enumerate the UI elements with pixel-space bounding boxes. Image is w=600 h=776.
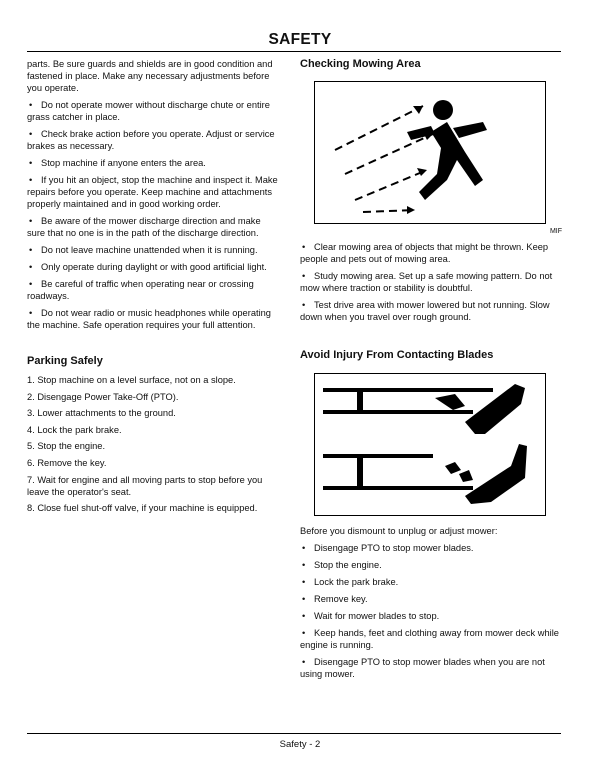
mowing-area-figure — [314, 81, 546, 224]
right-column — [300, 58, 562, 685]
bullet-item: • Test drive area with mower lowered but not running. Slow down when you travel over rough ground. — [300, 299, 562, 323]
bullet-item: • Check brake action before you operate. Adjust or service brakes as necessary. — [27, 128, 281, 152]
intro-text: Before you dismount to unplug or adjust mower: — [300, 526, 498, 536]
bullet-item: • Do not leave machine unattended when it is running. — [27, 244, 281, 256]
header-rule — [27, 51, 561, 52]
parking-steps — [27, 374, 281, 514]
blade-contact-figure — [314, 373, 546, 516]
page-number: Safety - 2 — [279, 739, 321, 750]
bullet-item: • Disengage PTO to stop mower blades when you are not using mower. — [300, 656, 562, 680]
bullet-item: • Study mowing area. Set up a safe mowing pattern. Do not mow where traction or stability is doubtful. — [300, 270, 562, 294]
bullet-item: • Wait for mower blades to stop. — [300, 610, 562, 622]
thrown-object-illustration — [315, 82, 545, 223]
blade-hazard-illustration — [315, 374, 545, 515]
bullet-item: • Lock the park brake. — [300, 576, 562, 588]
bullet-item: • Remove key. — [300, 593, 562, 605]
bullet-item: • Disengage PTO to stop mower blades. — [300, 542, 562, 554]
step-item: 8. Close fuel shut-off valve, if your machine is equipped. — [27, 503, 258, 514]
page-title: SAFETY — [268, 31, 332, 48]
step-item: 5. Stop the engine. — [27, 441, 106, 452]
step-item: 1. Stop machine on a level surface, not on a slope. — [27, 375, 236, 385]
step-item: 6. Remove the key. — [27, 457, 107, 468]
mowing-heading: Checking Mowing Area — [300, 58, 421, 70]
bullet-item: • Do not wear radio or music headphones while operating the machine. Safe operation requires your full attention. — [27, 307, 281, 331]
bullet-item: • Only operate during daylight or with good artificial light. — [27, 261, 281, 273]
footer-rule — [27, 733, 561, 734]
bullet-item: • Do not operate mower without discharge chute or entire grass catcher in place. — [27, 99, 281, 123]
left-column — [27, 58, 281, 519]
bullet-item: • Clear mowing area of objects that might be thrown. Keep people and pets out of mowing area. — [300, 241, 562, 265]
bullet-item: • If you hit an object, stop the machine and inspect it. Make repairs before you operate. Keep machine and attachments properly maintained and in good working order. — [27, 174, 281, 210]
bullet-item: • Be aware of the mower discharge direction and make sure that no one is in the path of the discharge direction. — [27, 215, 281, 239]
paragraph: parts. Be sure guards and shields are in good condition and fastened in place. Make any necessary adjustments before you operate. — [27, 59, 273, 93]
bullet-item: • Be careful of traffic when operating near or crossing roadways. — [27, 278, 281, 302]
step-item: 3. Lower attachments to the ground. — [27, 408, 176, 419]
bullet-item: • Stop machine if anyone enters the area. — [27, 157, 281, 169]
figure-label: MIF — [549, 228, 562, 235]
bullet-item: • Stop the engine. — [300, 559, 562, 571]
step-item: 2. Disengage Power Take-Off (PTO). — [27, 391, 179, 402]
bullet-item: • Keep hands, feet and clothing away from mower deck while engine is running. — [300, 627, 562, 651]
parking-heading: Parking Safely — [27, 355, 103, 367]
step-item: 7. Wait for engine and all moving parts to stop before you leave the operator's seat. — [27, 474, 263, 497]
blades-heading: Avoid Injury From Contacting Blades — [300, 349, 494, 361]
step-item: 4. Lock the park brake. — [27, 424, 122, 435]
